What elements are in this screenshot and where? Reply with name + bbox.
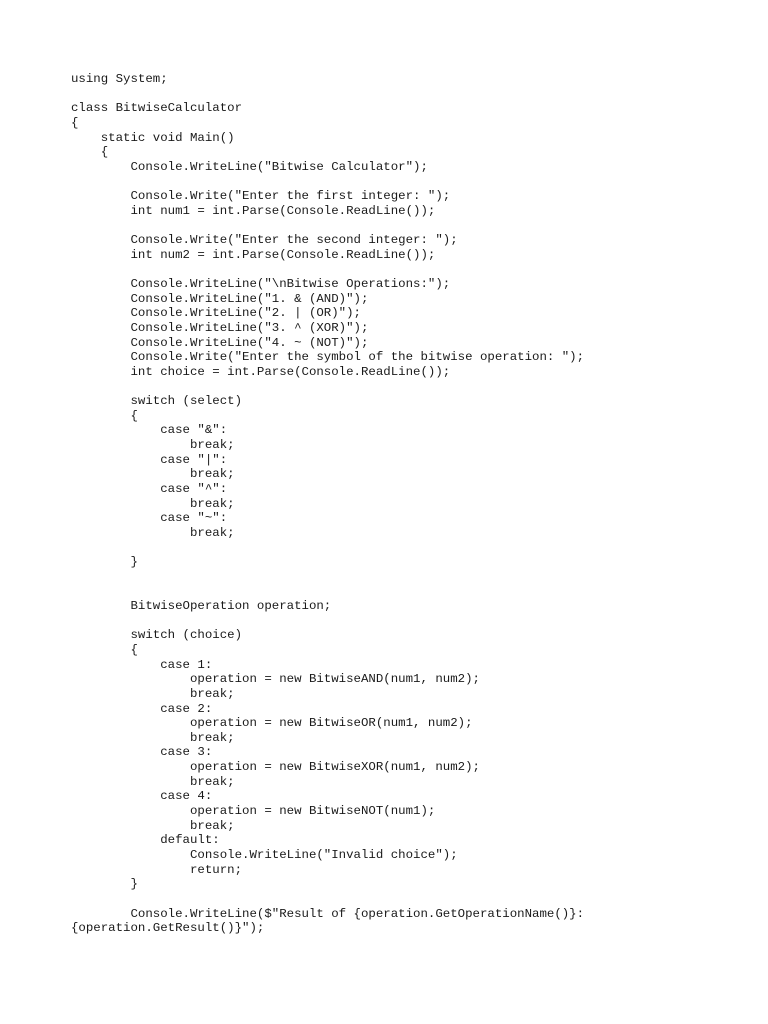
code-line: BitwiseOperation operation; (71, 599, 332, 614)
code-line (71, 892, 711, 907)
code-line: {operation.GetResult()}"); (71, 921, 265, 936)
code-line: int num2 = int.Parse(Console.ReadLine()); (71, 247, 436, 262)
code-line: Console.WriteLine("2. | (OR)"); (71, 306, 361, 321)
code-line (71, 570, 711, 585)
code-line: case "&": (71, 423, 228, 438)
code-line: break; (71, 818, 235, 833)
code-line: Console.Write("Enter the symbol of the bitwise operation: "); (71, 350, 585, 365)
code-line: case "~": (71, 511, 228, 526)
code-line: case 1: (71, 657, 213, 672)
code-line: Console.WriteLine("4. ~ (NOT)"); (71, 335, 369, 350)
code-line: switch (choice) (71, 628, 243, 643)
code-line: { (71, 145, 109, 160)
code-line (71, 87, 711, 102)
code-line: } (71, 877, 138, 892)
code-line: using System; (71, 72, 168, 86)
code-line: return; (71, 862, 243, 877)
code-line: Console.Write("Enter the first integer: "); (71, 189, 451, 204)
code-line: Console.WriteLine("3. ^ (XOR)"); (71, 320, 369, 335)
code-line: switch (select) (71, 394, 243, 409)
code-line (71, 541, 711, 556)
code-line: operation = new BitwiseAND(num1, num2); (71, 672, 480, 687)
code-line: break; (71, 774, 235, 789)
code-line: { (71, 642, 138, 657)
code-line (71, 218, 711, 233)
code-line: case 3: (71, 745, 213, 760)
code-line: break; (71, 496, 235, 511)
code-line: case "^": (71, 481, 228, 496)
code-line: } (71, 555, 138, 570)
code-line: break; (71, 467, 235, 482)
code-line: static void Main() (71, 130, 235, 145)
code-line (71, 262, 711, 277)
code-line: int choice = int.Parse(Console.ReadLine()); (71, 364, 451, 379)
code-line: default: (71, 833, 220, 848)
code-line: operation = new BitwiseNOT(num1); (71, 804, 436, 819)
code-line (71, 584, 711, 599)
code-line: case 2: (71, 701, 213, 716)
code-line (71, 174, 711, 189)
code-block (71, 72, 711, 936)
code-line: Console.WriteLine("Invalid choice"); (71, 847, 458, 862)
code-line: case 4: (71, 789, 213, 804)
code-line: Console.Write("Enter the second integer: "); (71, 233, 458, 248)
code-line: { (71, 115, 79, 130)
code-line: Console.WriteLine("Bitwise Calculator"); (71, 159, 428, 174)
code-line: case "|": (71, 452, 228, 467)
code-line: break; (71, 686, 235, 701)
code-line: Console.WriteLine("1. & (AND)"); (71, 291, 369, 306)
code-line: class BitwiseCalculator (71, 101, 243, 116)
code-line: break; (71, 730, 235, 745)
code-line (71, 614, 711, 629)
code-line: Console.WriteLine($"Result of {operation.GetOperationName()}: (71, 906, 585, 921)
code-line: break; (71, 438, 235, 453)
code-line: { (71, 408, 138, 423)
code-line: int num1 = int.Parse(Console.ReadLine()); (71, 203, 436, 218)
code-line: operation = new BitwiseOR(num1, num2); (71, 716, 473, 731)
code-line: Console.WriteLine("\nBitwise Operations:"); (71, 276, 451, 291)
code-line: break; (71, 525, 235, 540)
code-line: operation = new BitwiseXOR(num1, num2); (71, 760, 480, 775)
code-line (71, 379, 711, 394)
